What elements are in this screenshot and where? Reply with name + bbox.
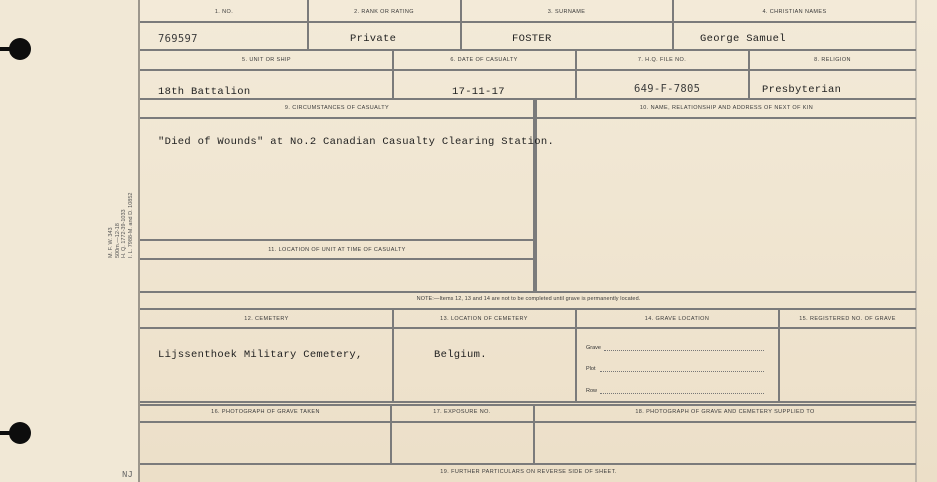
rank-header: 2. RANK OR RATING <box>354 9 414 15</box>
rule <box>140 98 916 100</box>
rule <box>140 291 916 293</box>
rule <box>672 0 674 49</box>
row-field-label: Row <box>586 388 598 394</box>
form-code-line: M. F. W. 343 <box>108 227 114 258</box>
cemetery-value: Lijssenthoek Military Cemetery, <box>158 349 363 361</box>
unit-header: 5. UNIT OR SHIP <box>242 57 291 63</box>
rule <box>140 404 916 406</box>
corner-initials: NJ <box>122 470 133 480</box>
grave-location-header: 14. GRAVE LOCATION <box>644 316 710 322</box>
rule <box>915 0 917 482</box>
rule <box>535 98 537 291</box>
rule <box>140 21 916 23</box>
unit-value: 18th Battalion <box>158 86 251 98</box>
further-particulars-footer: 19. FURTHER PARTICULARS ON REVERSE SIDE OF SHEET. <box>440 469 617 475</box>
grave-field-label: Grave <box>586 345 601 351</box>
rule <box>140 49 916 51</box>
rank-value: Private <box>350 33 397 45</box>
form-code-line: H. Q. 1772-39-1033 <box>121 209 127 258</box>
form-code-line: I. L. 7988-M. and D. 10852 <box>127 192 134 258</box>
no-header: 1. NO. <box>214 9 234 15</box>
rule <box>460 0 462 49</box>
plot-field-label: Plot <box>586 366 596 372</box>
circumstances-header: 9. CIRCUMSTANCES OF CASUALTY <box>284 105 390 111</box>
religion-value: Presbyterian <box>762 84 842 96</box>
rule <box>140 69 916 71</box>
location-of-cemetery-header: 13. LOCATION OF CEMETERY <box>440 316 528 322</box>
rule <box>307 0 309 49</box>
rule <box>140 308 916 310</box>
grave-field-line <box>604 350 764 351</box>
christian-names-value: George Samuel <box>700 33 786 45</box>
date-header: 6. DATE OF CASUALTY <box>450 57 518 63</box>
circumstances-value: "Died of Wounds" at No.2 Canadian Casualty Clearing Station. <box>158 136 555 148</box>
form-code <box>108 193 134 258</box>
rule <box>140 421 916 423</box>
surname-header: 3. SURNAME <box>547 9 586 15</box>
rule <box>140 401 916 403</box>
christian-names-header: 4. CHRISTIAN NAMES <box>762 9 827 15</box>
completion-note: NOTE:—Items 12, 13 and 14 are not to be completed until grave is permanently located. <box>416 296 641 302</box>
registered-no-header: 15. REGISTERED NO. OF GRAVE <box>799 316 896 322</box>
exposure-no-header: 17. EXPOSURE NO. <box>433 409 491 415</box>
punch-hole-tab <box>0 47 14 51</box>
religion-header: 8. RELIGION <box>814 57 851 63</box>
photo-supplied-header: 18. PHOTOGRAPH OF GRAVE AND CEMETERY SUPPLIED TO <box>635 409 815 415</box>
row-field-line <box>600 393 764 394</box>
form-code-line: 500m.—12-18 <box>114 223 121 258</box>
rule <box>140 327 916 329</box>
punch-hole-tab <box>0 431 14 435</box>
plot-field-line <box>600 371 764 372</box>
rule <box>140 258 534 260</box>
location-of-cemetery-value: Belgium. <box>434 349 487 361</box>
rule <box>140 117 916 119</box>
date-value: 17-11-17 <box>452 86 505 98</box>
hq-file-header: 7. H.Q. FILE NO. <box>637 57 687 63</box>
surname-value: FOSTER <box>512 33 552 45</box>
photo-taken-header: 16. PHOTOGRAPH OF GRAVE TAKEN <box>211 409 320 415</box>
hq-file-value: 649-F-7805 <box>634 83 701 95</box>
next-of-kin-header: 10. NAME, RELATIONSHIP AND ADDRESS OF NEXT OF KIN <box>639 105 814 111</box>
service-number-value: 769597 <box>158 33 198 45</box>
location-of-unit-header: 11. LOCATION OF UNIT AT TIME OF CASUALTY <box>268 247 406 253</box>
rule <box>140 239 534 241</box>
rule <box>140 463 916 465</box>
cemetery-header: 12. CEMETERY <box>244 316 289 322</box>
